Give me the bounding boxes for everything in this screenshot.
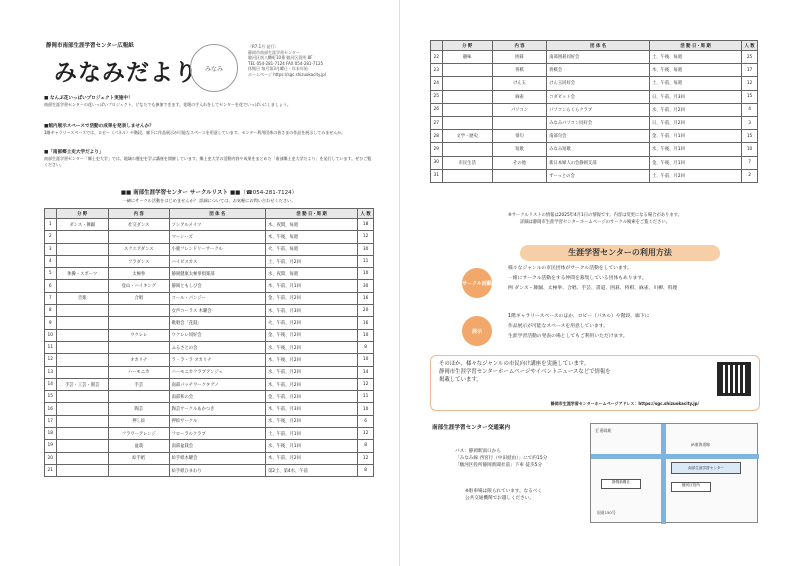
cell-field [442,77,492,90]
newsletter-title: みなみだより [54,60,198,86]
cell-no: 7 [45,292,57,304]
cell-no: 27 [431,116,443,129]
cell-group: コダビット会 [547,90,650,103]
cell-group: 押絵サークル [169,415,265,427]
cell-no: 29 [431,143,443,156]
cell-group: ずーっとの会 [547,169,650,182]
cell-group: ラ・ラ・ラ オカリナ [169,354,265,366]
table-row [431,90,758,103]
map-road-label: 国道150号 [597,510,616,515]
cell-count: 25 [742,51,758,64]
cell-no: 5 [45,268,57,280]
cell-content: 絵手紙 [108,452,169,464]
cell-count: 6 [358,415,374,427]
table-footnote: ※サークルリストの情報は2025年4月1日の情報です。内容は変更になる場合があります。 詳細は静岡市生涯学習センターホームページのサークル検索をご覧ください。 [508,213,682,225]
table-row [45,464,374,476]
cell-schedule: 土、午前、月1回 [265,428,357,440]
cell-count: 10 [358,403,374,415]
table-row [45,280,374,292]
cell-count: 8 [358,341,374,353]
cell-group: 南部パッチワークタグノ [169,378,265,390]
cell-schedule: 金、午後、月2回 [265,329,357,341]
qr-code [717,362,751,396]
cell-no: 4 [45,255,57,267]
table-row [431,77,758,90]
cell-field [56,440,108,452]
cell-count: 12 [358,231,374,243]
cell-schedule: 木、午前、月3回 [265,403,357,415]
cell-group: 将棋会 [547,64,650,77]
cell-group: けん玉同好会 [547,77,650,90]
map-road-v [661,424,666,524]
cell-count: 4 [742,103,758,116]
cell-count: 3 [742,116,758,129]
cell-schedule: 日、午前、月3回 [649,90,741,103]
table-row [45,452,374,464]
cell-schedule: 木、午前、月3回 [265,305,357,317]
cell-no: 12 [45,354,57,366]
cell-content: 社交ダンス [108,219,169,231]
cell-count: 30 [358,280,374,292]
cell-schedule: 金、午後、月1回 [649,156,741,169]
map-road-h [591,454,759,459]
cell-no: 3 [45,243,57,255]
map-center: 南部生涯学習センター [671,462,741,474]
table-row [45,243,374,255]
cell-field: 音楽 [56,292,108,304]
table-row [431,143,758,156]
cell-field: ダンス・舞踊 [56,219,108,231]
cell-group: 絵手紙木曜会 [169,452,265,464]
intro-section-1: ■ なんぶ花いっぱいプロジェクト実施中！ 南部生涯学習センターの花いっぱいプロジェクト、どなたでも参加できます。花壇の手入れをしてセンターを花でいっぱいにしましょう。 [44,96,291,107]
cell-content: パソコン [492,103,546,116]
usage-circle-text: 様々なジャンルの市民団体がサークル活動をしています。 一緒にサークル活動をする仲間を募集している団体もあります。 例 ダンス・舞踊、太極拳、合唱、手芸、書道、囲碁、将棋、麻雀、川柳、料理 [508,266,678,291]
cell-content [108,464,169,476]
cell-field [56,464,108,476]
cell-no: 18 [45,428,57,440]
intro-section-3: ■「南部郷土史大学だより」 南部生涯学習センター「郷土史大学」では、地域の歴史を学ぶ講座を開催しています。郷土史大学の活動内容や成果をまとめた「南部郷土史大学だより」を発行しています。ぜひご覧ください。 [44,150,372,167]
cell-field [442,116,492,129]
cell-no: 24 [431,77,443,90]
cell-field: 手芸・工芸・園芸 [56,378,108,390]
cell-schedule: 水、午後、月2回 [265,415,357,427]
cell-no: 14 [45,378,57,390]
table-row [431,130,758,143]
cell-field [56,391,108,403]
cell-no: 13 [45,366,57,378]
cell-field [442,143,492,156]
table-row [45,305,374,317]
cell-group: コール・パンジー [169,292,265,304]
cell-field [56,231,108,243]
cell-field [56,415,108,427]
cell-group: 静岡健康太極拳倶楽部 [169,268,265,280]
cell-group: ハイビスカス [169,255,265,267]
cell-field: 趣味 [442,51,492,64]
cell-count: 15 [742,90,758,103]
cell-no: 19 [45,440,57,452]
table-row [45,317,374,329]
cell-group: 南部盆栽会 [169,440,265,452]
cell-count: 15 [742,130,758,143]
cell-group: ウクレレ同好会 [169,329,265,341]
cell-no: 22 [431,51,443,64]
cell-no: 1 [45,219,57,231]
cell-schedule: 水、夜間、毎週 [265,268,357,280]
cell-schedule: 木、午後、月2回 [265,354,357,366]
promo-box: そのほか、様々なジャンルの市民向け講座を実施しています。 静岡市生涯学習センターホームページやイベントニュースなどで情報を 掲載しています。 静岡市生涯学習センターホームページアドレス：https://sgc.shizuokacity.jp/ [430,355,760,411]
cell-no: 8 [45,305,57,317]
table-row [45,403,374,415]
circle-table-left: 分 野 内 容 団 体 名 活 動 日・周 期 人 数 1 ダンス・舞踊 社交ダンス ソシアルメイツ 木、夜間、毎週 18 2 マーシーズ 木、午後、毎週 12 3 スクエアダンス 小鹿フレンドリーサークル 火、午前、毎週 30 4 フラダンス ハイビスカス 土、午前、月2回 11 5 体操・スポーツ 太極拳 静岡健康太極拳倶楽部 水、夜間、毎週 10 6 登山・ハイキング 静岡ともしび会 木、午前、月1回 30 7 音楽 合唱 コール・パンジー 金、午前、月2回 16 8 女声コーラス 木曜会 木、午前、月3回 20 9 歌唱会「花鼓」 火、午前、月2回 16 10 ウクレレ ウクレレ同好会 金、午後、月2回 10 11 ふるさとの会 水、午後、月2回 8 12 オカリナ ラ・ラ・ラ オカリナ 木、午後、月2回 10 13 ハーモニカ ハーモニカクラブアンジェ 水、午前、月2回 14 14 手芸・工芸・園芸 手芸 南部パッチワークタグノ 木、午前、月2回 12 15 南部和の会 金、午前、月2回 11 16 陶芸 陶芸サークルあかつき 木、午前、月3回 10 17 押し絵 押絵サークル 水、午後、月2回 6 18 フラワーアレンジ フローラルクラブ 土、午前、月1回 12 19 盆栽 南部盆栽会 水、午後、月1回 8 20 絵手紙 絵手紙木曜会 木、午前、月2回 12 21 絵手紙ひまわり 第2土、第4水、午前 8 [44,208,374,477]
table-row [431,156,758,169]
cell-group: ソシアルメイツ [169,219,265,231]
logo: みなみ [190,44,238,92]
cell-group: 陶芸サークルあかつき [169,403,265,415]
cell-field [442,90,492,103]
cell-field [56,341,108,353]
cell-group: 歌唱会「花鼓」 [169,317,265,329]
cell-schedule: 土、午後、毎週 [649,51,741,64]
cell-schedule: 第2土、第4水、午前 [265,464,357,476]
table-row [45,378,374,390]
cell-group: 南部囲碁同好会 [547,51,650,64]
cell-content: けん玉 [492,77,546,90]
cell-count: 12 [358,452,374,464]
cell-content: オカリナ [108,354,169,366]
cell-schedule: 水、午前、月2回 [649,103,741,116]
cell-no: 25 [431,90,443,103]
cell-content: 陶芸 [108,403,169,415]
cell-count: 2 [742,169,758,182]
cell-field [56,354,108,366]
cell-group: 南部和の会 [169,391,265,403]
cell-no: 21 [45,464,57,476]
cell-schedule: 木、午前、月2回 [265,452,357,464]
cell-schedule: 土、午前、月2回 [649,169,741,182]
cell-count: 18 [358,219,374,231]
table-row [45,341,374,353]
cell-count: 12 [358,378,374,390]
cell-group: 絵手紙ひまわり [169,464,265,476]
cell-no: 26 [431,103,443,116]
cell-content: 将棋 [492,64,546,77]
table-row [431,116,758,129]
cell-no: 9 [45,317,57,329]
cell-content: 短歌 [492,143,546,156]
cell-content [108,231,169,243]
cell-group: 小鹿フレンドリーサークル [169,243,265,255]
cell-content [492,116,546,129]
usage-exhibition-text: 1階ギャラリースペースのほか、ロビー（パネル）や階段、廊下に 作品展示が可能なスペースを用意しています。 生涯学習活動の発表の場としてもご利用いただけます。 [508,314,650,339]
cell-schedule: 水、午後、月1回 [649,143,741,156]
cell-count: 10 [742,143,758,156]
cell-schedule: 日、午前、月2回 [649,116,741,129]
cell-count: 8 [358,440,374,452]
cell-field [442,103,492,116]
cell-no: 20 [45,452,57,464]
table-row [45,329,374,341]
cell-no: 2 [45,231,57,243]
cell-content [108,341,169,353]
cell-content: 盆栽 [108,440,169,452]
cell-schedule: 火、午前、月2回 [265,317,357,329]
cell-field [56,255,108,267]
cell-field [56,366,108,378]
org-name: 静岡市南部生涯学習センター広報紙 [46,43,134,49]
cell-schedule: 火、午前、毎週 [265,243,357,255]
access-map [590,423,758,523]
circle-activity-icon: サークル活動 [462,268,492,298]
cell-schedule: 水、午後、月1回 [265,440,357,452]
cell-field [442,169,492,182]
cell-count: 11 [358,391,374,403]
circle-list-banner: ■■ 南部生涯学習センター サークルリスト ■■（☎054-281-7124） [120,190,298,196]
cell-content: 合唱 [108,292,169,304]
access-directions: バス：静岡駅南口から 「みなみ線 西宮行（中田経由）」にて約15分 「駿河区役所静岡新聞社前」下車 徒歩5分 [455,449,548,468]
cell-schedule: 木、午前、月2回 [265,378,357,390]
cell-content: 手芸 [108,378,169,390]
cell-content: 麻雀 [492,90,546,103]
contact-info: 〈R7.1月 発行〉 静岡市南部生涯学習センター 駿河区南八幡町10番 駿河区役所 8F TEL 054-281-7124 FAX 054-281-7125 休館日 毎月第3月曜日・年末年始 ホームページ https://sgc.shizuokacity.jp/ [248,44,327,77]
table-row [45,440,374,452]
cell-schedule: 金、午前、月1回 [649,130,741,143]
cell-content [492,169,546,182]
cell-content: その他 [492,156,546,169]
cell-count: 7 [742,156,758,169]
cell-count: 10 [358,354,374,366]
cell-group: ふるさとの会 [169,341,265,353]
cell-field: 体操・スポーツ [56,268,108,280]
cell-schedule: 土、午前、月2回 [265,255,357,267]
cell-field [56,317,108,329]
cell-count: 30 [358,243,374,255]
cell-no: 31 [431,169,443,182]
access-title: 南部生涯学習センター交通案内 [432,425,511,431]
table-row [45,231,374,243]
cell-no: 6 [45,280,57,292]
cell-schedule: 水、午後、月2回 [265,341,357,353]
usage-title: 生涯学習センターの利用方法 [520,245,720,261]
cell-schedule: 土、午前、毎週 [649,77,741,90]
cell-field [56,329,108,341]
cell-field [56,452,108,464]
cell-content: 登山・ハイキング [108,280,169,292]
cell-field: 市民生活 [442,156,492,169]
cell-field [56,280,108,292]
table-row [45,428,374,440]
circle-table-right: 分 野 内 容 団 体 名 活 動 日・周 期 人 数 22 趣味 囲碁 南部囲碁同好会 土、午後、毎週 25 23 将棋 将棋会 木、午後、毎週 17 24 けん玉 けん玉同好会 土、午前、毎週 12 25 麻雀 コダビット会 日、午前、月3回 15 26 パソコン パソコンらくらクラブ 水、午前、月2回 4 27 みなみパソコン同好会 日、午前、月2回 3 28 文学・歴史 俳句 南部句会 金、午前、月1回 15 29 短歌 みなみ短歌 水、午後、月1回 10 30 市民生活 その他 新日本婦人の会静岡支部 金、午後、月1回 7 31 ずーっとの会 土、午前、月2回 2 [430,40,758,183]
circle-list-note: 一緒にサークル活動をはじめませんか？ 詳細については、お気軽にお問い合わせください。 [122,198,296,203]
cell-group: みなみパソコン同好会 [547,116,650,129]
cell-no: 23 [431,64,443,77]
map-rail-label: JR東海道線 [691,442,710,447]
cell-content [108,305,169,317]
table-row [45,391,374,403]
cell-no: 16 [45,403,57,415]
cell-count: 16 [358,317,374,329]
cell-content: 押し絵 [108,415,169,427]
cell-no: 28 [431,130,443,143]
cell-group: 新日本婦人の会静岡支部 [547,156,650,169]
table-row [45,354,374,366]
cell-group: 南部句会 [547,130,650,143]
cell-count: 16 [358,292,374,304]
table-row [45,219,374,231]
cell-group: みなみ短歌 [547,143,650,156]
cell-count: 11 [358,255,374,267]
cell-schedule: 木、午後、毎週 [265,231,357,243]
cell-count: 10 [358,268,374,280]
cell-field [56,243,108,255]
cell-schedule: 水、午前、月2回 [265,366,357,378]
cell-content: スクエアダンス [108,243,169,255]
cell-content: ウクレレ [108,329,169,341]
cell-no: 10 [45,329,57,341]
cell-content: フラワーアレンジ [108,428,169,440]
cell-schedule: 木、午後、毎週 [649,64,741,77]
cell-content: ハーモニカ [108,366,169,378]
cell-no: 15 [45,391,57,403]
cell-group: ハーモニカクラブアンジェ [169,366,265,378]
cell-no: 30 [431,156,443,169]
cell-content: フラダンス [108,255,169,267]
cell-field [56,403,108,415]
cell-field [442,64,492,77]
cell-content [108,317,169,329]
cell-schedule: 木、夜間、毎週 [265,219,357,231]
cell-content: 俳句 [492,130,546,143]
table-row [431,103,758,116]
exhibition-icon: 展示 [462,316,492,346]
cell-group: フローラルクラブ [169,428,265,440]
parking-note: ※駐車場は限られています。なるべく 公共交通機関でお越しください。 [465,489,542,501]
map-north-label: 至 静岡駅 [595,428,612,433]
cell-content: 太極拳 [108,268,169,280]
homepage-url[interactable]: 静岡市生涯学習センターホームページアドレス：https://sgc.shizuokacity.jp/ [550,401,699,406]
table-row [45,268,374,280]
intro-section-2: ■館内展示スペースで活動の成果を発表しませんか？ 1階ギャラリースペースでは、ロビー（パネル）や階段、廊下に作品展示が可能なスペースを用意しています。センター利用団体の皆さまの作品を展示してみませんか。 [44,124,346,135]
table-row [45,366,374,378]
cell-schedule: 金、午前、月2回 [265,292,357,304]
map-bldg-a: 静岡新聞社 [601,479,641,489]
table-row [431,64,758,77]
cell-count: 12 [358,428,374,440]
cell-group: 静岡ともしび会 [169,280,265,292]
cell-count: 20 [358,305,374,317]
cell-count: 17 [742,64,758,77]
cell-field: 文学・歴史 [442,130,492,143]
cell-group: マーシーズ [169,231,265,243]
map-bldg-b: 駿河区役所 [671,482,711,492]
cell-no: 17 [45,415,57,427]
table-row [45,415,374,427]
table-row [45,292,374,304]
cell-field [56,428,108,440]
cell-count: 8 [358,464,374,476]
cell-count: 12 [742,77,758,90]
table-row [45,255,374,267]
table-row [431,169,758,182]
cell-content: 囲碁 [492,51,546,64]
cell-count: 14 [358,366,374,378]
cell-field [56,305,108,317]
cell-group: パソコンらくらクラブ [547,103,650,116]
cell-schedule: 木、午前、月1回 [265,280,357,292]
cell-count: 10 [358,329,374,341]
table-row [431,51,758,64]
cell-no: 11 [45,341,57,353]
cell-content [108,391,169,403]
cell-group: 女声コーラス 木曜会 [169,305,265,317]
cell-schedule: 金、午前、月2回 [265,391,357,403]
